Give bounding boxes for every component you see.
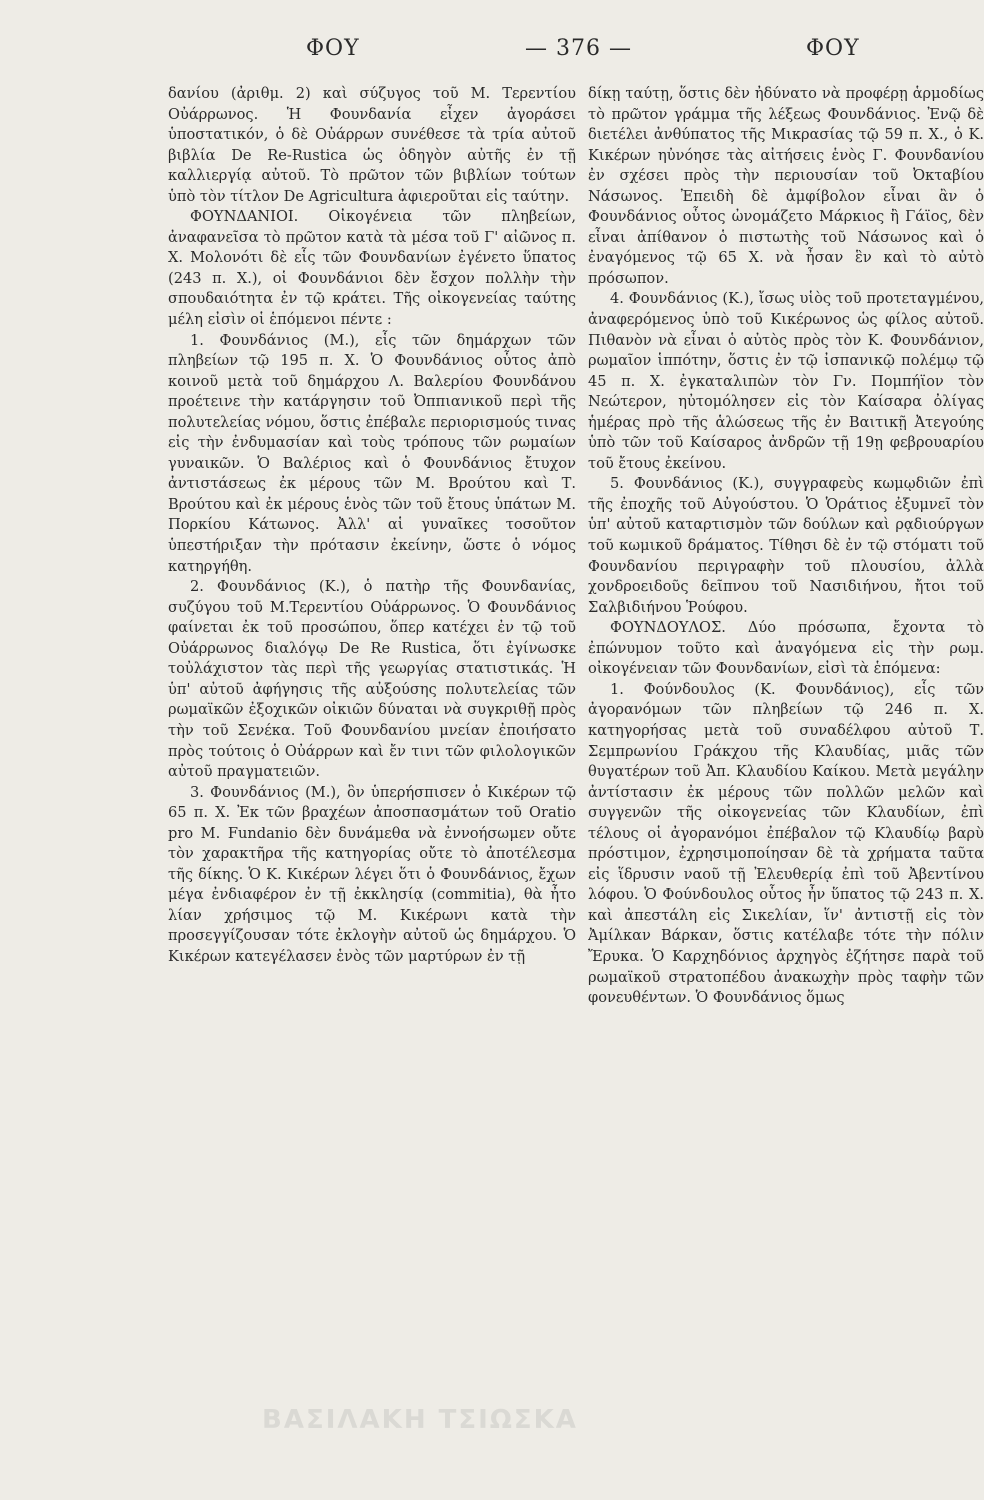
entry-phoundanios-2: 2. Φουνδάνιος (Κ.), ὁ πατὴρ τῆς Φουνδανίας, συζύγου τοῦ Μ.Τερεντίου Οὐάρρωνος. Ὁ Φουνδάνιος φαίνεται ἐκ τοῦ προσώπου, ὅπερ κατέχει ἐν τῷ τοῦ Οὐάρρωνος διαλόγῳ De Re Rustica, ὅτι ἐγίνωσκε τοὐλάχιστον τὰς περὶ τῆς γεωργίας στατιστικάς. Ἡ ὑπ' αὐτοῦ ἀφήγησις τῆς αὐξούσης πολυτελείας τῶν ρωμαϊκῶν ἐξοχικῶν οἰκιῶν δύναται νὰ συγκριθῇ πρὸς τὴν τοῦ Σενέκα. Τοῦ Φουνδανίου μνείαν ἐποιήσατο πρὸς τούτοις ὁ Οὐάρρων καὶ ἔν τινι τῶν φιλολογικῶν αὐτοῦ πραγματειῶν. <box>168 578 576 781</box>
entry-phoundanios-4: 4. Φουνδάνιος (Κ.), ἴσως υἱὸς τοῦ προτεταγμένου, ἀναφερόμενος ὑπὸ τοῦ Κικέρωνος ὡς φίλος αὐτοῦ. Πιθανὸν νὰ εἶναι ὁ αὐτὸς πρὸς τὸν Κ. Φουνδάνιον, ρωμαῖον ἱππότην, ὅστις ἐν τῷ ἰσπανικῷ πολέμῳ τῷ 45 π. Χ. ἐγκαταλιπὼν τὸν Γν. Πομπήϊον τὸν Νεώτερον, ηὐτομόλησεν εἰς τὸν Καίσαρα ὀλίγας ἡμέρας πρὸ τῆς ἁλώσεως τῆς ἐν Βαιτικῇ Ἀτεγούης ὑπὸ τῶν τοῦ Καίσαρος ἀνδρῶν τῇ 19ῃ φεβρουαρίου τοῦ ἔτους ἐκείνου. <box>588 290 984 472</box>
page-header <box>0 30 984 70</box>
paragraph-continuation-right: δίκῃ ταύτῃ, ὅστις δὲν ἠδύνατο νὰ προφέρῃ ἁρμοδίως τὸ πρῶτον γράμμα τῆς λέξεως Φουνδάνιος. Ἐνῷ δὲ διετέλει ἀνθύπατος τῆς Μικρασίας τῷ 59 π. Χ., ὁ Κ. Κικέρων ηὐνόησε τὰς αἰτήσεις ἑνὸς Γ. Φουνδανίου ἐν σχέσει πρὸς τὴν περιουσίαν τοῦ Ὀκταβίου Νάσωνος. Ἐπειδὴ δὲ ἀμφίβολον εἶναι ἂν ὁ Φουνδάνιος οὗτος ὠνομάζετο Μάρκιος ἢ Γάϊος, δὲν εἶναι ἀπίθανον ὁ πιστωτὴς τοῦ Νάσωνος καὶ ὁ ἐναγόμενος τῷ 65 Χ. νὰ ἦσαν ἓν καὶ τὸ αὐτὸ πρόσωπον. <box>588 85 984 287</box>
running-head-right: ΦΟΥ <box>806 36 860 61</box>
entry-phoundoulos: ΦΟΥΝΔΟΥΛΟΣ. Δύο πρόσωπα, ἔχοντα τὸ ἐπώνυμον τοῦτο καὶ ἀναγόμενα εἰς τὴν ρωμ. οἰκογένειαν τῶν Φουνδανίων, εἰσὶ τὰ ἑπόμενα: <box>588 619 984 678</box>
left-column <box>168 84 576 1474</box>
entry-phoundanios-1: 1. Φουνδάνιος (Μ.), εἷς τῶν δημάρχων τῶν πληβείων τῷ 195 π. Χ. Ὁ Φουνδάνιος οὗτος ἀπὸ κοινοῦ μετὰ τοῦ δημάρχου Λ. Βαλερίου Φουνδάνου προέτεινε τὴν κατάργησιν τοῦ Ὀππιανικοῦ περὶ τῆς πολυτελείας νόμου, ὅστις ἐπέβαλε περιορισμούς τινας εἰς τὴν ἐνδυμασίαν καὶ τοὺς τρόπους τῶν ρωμαίων γυναικῶν. Ὁ Βαλέριος καὶ ὁ Φουνδάνιος ἔτυχον ἀντιστάσεως ἐκ μέρους τῶν Μ. Βρούτου καὶ Τ. Βρούτου καὶ ἐκ μέρους ἑνὸς τῶν τοῦ ἔτους ὑπάτων Μ. Πορκίου Κάτωνος. Ἀλλ' αἱ γυναῖκες τοσοῦτον ὑπεστήριξαν τὴν πρότασιν ἐκείνην, ὥστε ὁ νόμος κατηργήθη. <box>168 331 576 575</box>
watermark: ΒΑΣΙΛΑΚΗ ΤΣΙΩΣΚΑ <box>262 1405 578 1435</box>
entry-phoundanioi: ΦΟΥΝΔΑΝΙΟΙ. Οἰκογένεια τῶν πληβείων, ἀναφανεῖσα τὸ πρῶτον κατὰ τὰ μέσα τοῦ Γ' αἰῶνος π. Χ. Μολονότι δὲ εἷς τῶν Φουνδανίων ἐγένετο ὕπατος (243 π. Χ.), οἱ Φουνδάνιοι δὲν ἔσχον πολλὴν τὴν σπουδαιότητα ἐν τῷ κράτει. Τῆς οἰκογενείας ταύτης μέλη εἰσὶν οἱ ἑπόμενοι πέντε : <box>168 208 576 329</box>
entry-phoundoulos-1: 1. Φούνδουλος (Κ. Φουνδάνιος), εἷς τῶν ἀγορανόμων τῶν πληβείων τῷ 246 π. Χ. κατηγορήσας μετὰ τοῦ συναδέλφου αὐτοῦ Τ. Σεμπρωνίου Γράκχου τῆς Κλαυδίας, μιᾶς τῶν θυγατέρων τοῦ Ἀπ. Κλαυδίου Καίκου. Μετὰ μεγάλην ἀντίστασιν ἐκ μέρους τῶν πολλῶν μελῶν καὶ συγγενῶν τῆς οἰκογενείας τῶν Κλαυδίων, ἐπὶ τέλους οἱ ἀγορανόμοι ἐπέβαλον τῷ Κλαυδίῳ βαρὺ πρόστιμον, ἐχρησιμοποίησαν δὲ τὰ χρήματα ταῦτα εἰς ἵδρυσιν ναοῦ τῇ Ἐλευθερίᾳ ἐπὶ τοῦ Ἀβεντίνου λόφου. Ὁ Φούνδουλος οὗτος ἦν ὕπατος τῷ 243 π. Χ. καὶ ἀπεστάλη εἰς Σικελίαν, ἵν' ἀντιστῇ εἰς τὸν Ἀμίλκαν Βάρκαν, ὅστις κατέλαβε τότε τὴν πόλιν Ἔρυκα. Ὁ Καρχηδόνιος ἀρχηγὸς ἐζήτησε παρὰ τοῦ ρωμαϊκοῦ στρατοπέδου ἀνακωχὴν πρὸς ταφὴν τῶν φονευθέντων. Ὁ Φουνδάνιος ὅμως <box>588 680 984 1007</box>
right-column <box>588 84 984 1474</box>
entry-phoundanios-3: 3. Φουνδάνιος (Μ.), ὃν ὑπερήσπισεν ὁ Κικέρων τῷ 65 π. Χ. Ἐκ τῶν βραχέων ἀποσπασμάτων τοῦ Oratio pro M. Fundanio δὲν δυνάμεθα νὰ ἐννοήσωμεν οὔτε τὸν χαρακτῆρα τῆς κατηγορίας οὔτε τὸ ἀποτέλεσμα τῆς δίκης. Ὁ Κ. Κικέρων λέγει ὅτι ὁ Φουνδάνιος, ἔχων μέγα ἐνδιαφέρον ἐν τῇ ἐκκλησίᾳ (commitia), θὰ ἦτο λίαν χρήσιμος τῷ Μ. Κικέρωνι κατὰ τὴν προσεγγίζουσαν τότε ἐκλογὴν αὐτοῦ ὡς δημάρχου. Ὁ Κικέρων κατεγέλασεν ἑνὸς τῶν μαρτύρων ἐν τῇ <box>168 783 576 965</box>
page-number: — 376 — <box>525 36 632 61</box>
entry-phoundanios-5: 5. Φουνδάνιος (Κ.), συγγραφεὺς κωμῳδιῶν ἐπὶ τῆς ἐποχῆς τοῦ Αὐγούστου. Ὁ Ὁράτιος ἐξυμνεῖ τὸν ὑπ' αὐτοῦ καταρτισμὸν τῶν δούλων καὶ ρᾳδιούργων τοῦ κωμικοῦ δράματος. Τίθησι δὲ ἐν τῷ στόματι τοῦ Φουνδανίου περιγραφὴν τοῦ πλουσίου, ἀλλὰ χονδροειδοῦς δεῖπνου τοῦ Νασιδιήνου, ἤτοι τοῦ Σαλβιδιήνου Ῥούφου. <box>588 475 984 616</box>
running-head-left: ΦΟΥ <box>306 36 360 61</box>
paragraph-continuation: δανίου (ἀριθμ. 2) καὶ σύζυγος τοῦ Μ. Τερεντίου Οὐάρρωνος. Ἡ Φουνδανία εἶχεν ἀγοράσει ὑποστατικόν, ὁ δὲ Οὐάρρων συνέθεσε τὰ τρία αὐτοῦ βιβλία De Re-Rustica ὡς ὁδηγὸν αὐτῆς ἐν τῇ καλλιεργίᾳ αὐτοῦ. Τὸ πρῶτον τῶν βιβλίων τούτων ὑπὸ τὸν τίτλον De Agricultura ἀφιεροῦται εἰς ταύτην. <box>168 85 576 205</box>
